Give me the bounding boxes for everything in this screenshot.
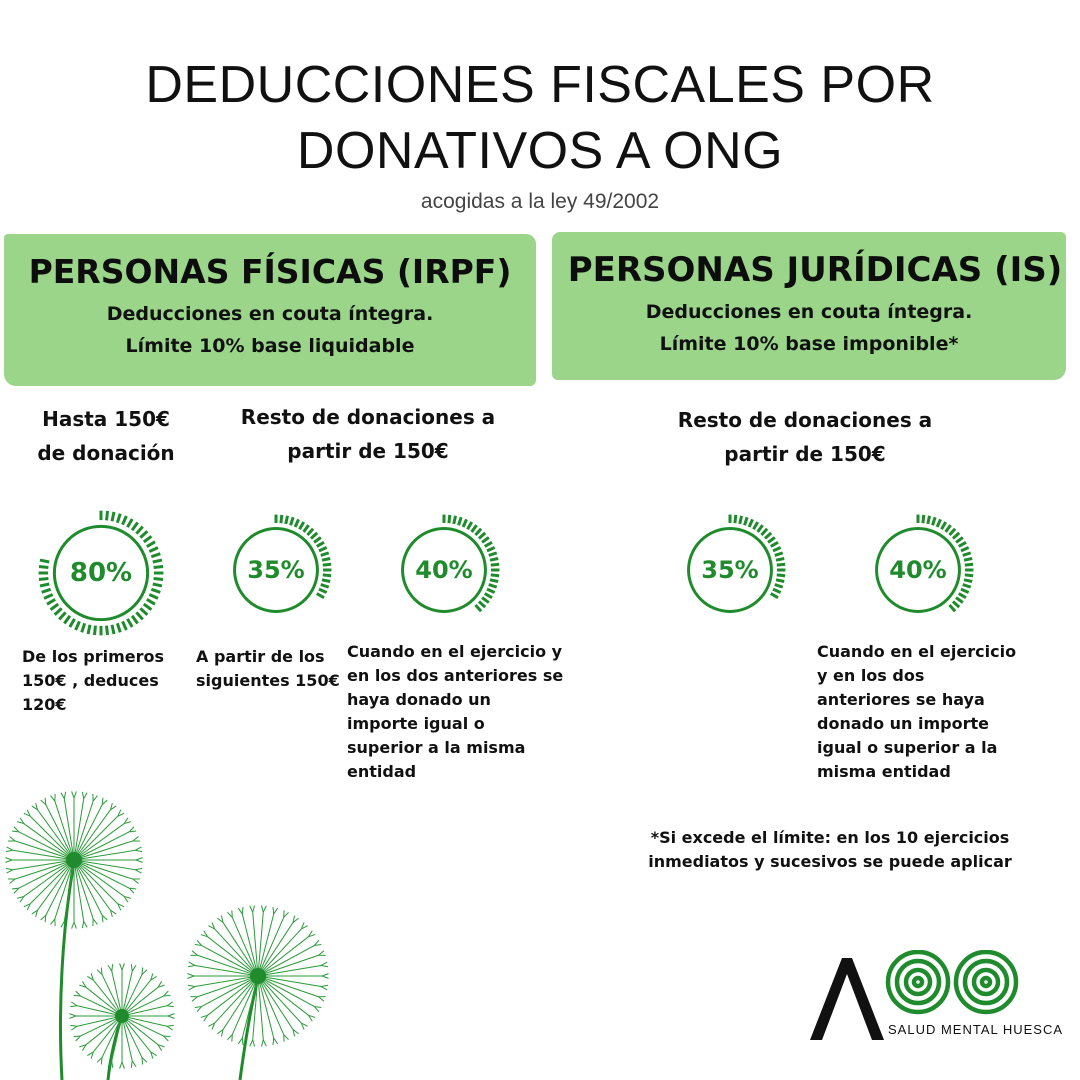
column-heading-line: de donación [37, 441, 175, 465]
dandelion-seed-fluff [72, 922, 74, 929]
note-next-150 [196, 645, 346, 693]
dandelion-seed-fluff [74, 922, 76, 929]
note-line: Cuando en el ejercicio [817, 642, 1017, 661]
gauge-label: 40% [889, 556, 947, 584]
dandelion-seed-fluff [69, 1014, 76, 1016]
dandelion-seed-fluff [263, 1040, 266, 1046]
dandelion-seed-fluff [250, 1040, 253, 1046]
dandelion-seed [74, 824, 124, 860]
dandelion-seed-fluff [142, 1057, 143, 1064]
gauge-label: 80% [69, 558, 133, 588]
note-line: igual o superior a la [817, 738, 998, 757]
dandelion-seed-fluff [167, 1006, 174, 1007]
page-subtitle: acogidas a la ley 49/2002 [420, 190, 660, 213]
banner-title: PERSONAS FÍSICAS (IRPF) [28, 252, 512, 291]
logo-text: SALUD MENTAL HUESCA [888, 1022, 1064, 1037]
dandelion-seed [74, 860, 118, 904]
dandelion-seed [30, 816, 74, 860]
dandelion-seed-fluff [273, 907, 274, 914]
note-line: en los dos anteriores se [347, 666, 564, 685]
note-recurrent-donation [347, 640, 577, 784]
dandelion-seed-fluff [322, 976, 329, 978]
dandelion-seed [258, 976, 309, 1015]
note-line: A partir de los [196, 647, 325, 666]
dandelion-seed-fluff [122, 1062, 124, 1069]
dandelion-seed-fluff [135, 850, 142, 851]
dandelion-seed-fluff [84, 793, 87, 799]
dandelion-seed-fluff [136, 860, 143, 862]
dandelion-seed-fluff [108, 965, 112, 971]
banner-personas-juridicas [552, 232, 1066, 380]
dandelion-seed-fluff [273, 1038, 274, 1045]
dandelion-seed-fluff [253, 905, 255, 912]
column-heading [18, 402, 194, 470]
dandelion-seed-fluff [321, 987, 327, 990]
dandelion-seed-fluff [274, 908, 278, 914]
note-line: siguientes 150€ [196, 671, 340, 690]
dandelion-seed-fluff [253, 1040, 255, 1047]
gauge-35 [674, 514, 786, 626]
dandelion-seed-fluff [132, 1061, 136, 1067]
dandelion-seed-fluff [72, 791, 74, 798]
dandelion-seed-fluff [242, 907, 243, 914]
dandelion-seed-fluff [192, 997, 197, 1001]
dandelion-seed-fluff [61, 793, 64, 799]
dandelion-seed-fluff [5, 860, 12, 862]
dandelion-seed-fluff [70, 1025, 77, 1026]
gauge-35 [220, 514, 332, 626]
dandelion-seed [258, 922, 293, 976]
dandelion-seed-fluff [319, 997, 324, 1001]
dandelion-seed-fluff [120, 1062, 122, 1069]
banner-line: Límite 10% base imponible* [659, 333, 959, 355]
note-line: importe igual o [347, 714, 485, 733]
dandelion-seed-fluff [133, 837, 139, 841]
dandelion-seed-fluff [74, 791, 76, 798]
dandelion-seed-fluff [168, 1014, 175, 1016]
dandelion-seed [74, 816, 118, 860]
banner-title: PERSONAS JURÍDICAS (IS) [567, 250, 1063, 290]
note-line: Cuando en el ejercicio y [347, 642, 563, 661]
dandelion-seed-fluff [51, 796, 55, 802]
dandelion-seed-fluff [64, 792, 65, 799]
dandelion-seed-fluff [135, 868, 142, 869]
dandelion-seed-fluff [82, 792, 83, 799]
dandelion-seed-fluff [7, 847, 13, 850]
dandelion-seed-fluff [238, 1038, 242, 1044]
dandelion-seed-fluff [10, 837, 16, 841]
dandelion-seed [38, 810, 74, 860]
dandelion-seed-fluff [122, 963, 124, 970]
dandelion-seed-fluff [321, 965, 328, 966]
dandelion-seed [258, 976, 293, 1030]
dandelion-seed-fluff [131, 964, 132, 971]
dandelion-seed-fluff [322, 974, 329, 976]
dandelion-seed-fluff [84, 921, 87, 927]
dandelion-seed-fluff [6, 850, 13, 851]
note-line: haya donado un [347, 690, 491, 709]
note-recurrent-donation [817, 640, 1047, 784]
column-heading-line: Resto de donaciones a [677, 408, 933, 432]
dandelion-seed-fluff [167, 1025, 174, 1026]
banner-line: Deducciones en couta íntegra. [645, 301, 973, 323]
dandelion-seed [223, 922, 258, 976]
dandelion-seed-fluff [238, 908, 242, 914]
dandelion-seed-fluff [112, 1061, 113, 1068]
dandelion-seed-fluff [167, 1002, 173, 1006]
dandelion-seed-fluff [135, 847, 141, 850]
dandelion-seed-fluff [101, 968, 102, 975]
dandelion-seed-fluff [187, 974, 194, 976]
dandelion-seed-fluff [163, 995, 170, 996]
dandelion-seed [74, 860, 124, 896]
gauge-label: 35% [701, 556, 759, 584]
gauge-label: 40% [415, 556, 473, 584]
dandelion-seed-fluff [167, 1026, 173, 1030]
column-heading-line: partir de 150€ [287, 439, 449, 463]
dandelion-seed-fluff [188, 985, 195, 986]
dandelion-seed-fluff [51, 919, 55, 925]
dandelion-seed-fluff [5, 858, 12, 860]
column-heading [222, 400, 514, 468]
dandelion-seed-fluff [188, 965, 195, 966]
dandelion-seed-fluff [7, 870, 13, 873]
dandelion-seed-fluff [261, 1040, 263, 1047]
footnote [620, 826, 1040, 874]
dandelion-seed-fluff [82, 921, 83, 928]
dandelion-seed-fluff [319, 951, 324, 955]
dandelion-seed-fluff [321, 985, 328, 986]
note-line: De los primeros [22, 647, 165, 666]
column-heading-line: partir de 150€ [724, 442, 886, 466]
dandelion-seed-fluff [120, 963, 122, 970]
dandelion-seed-fluff [71, 1002, 77, 1006]
dandelion-seed [207, 937, 258, 976]
dandelion-seed-fluff [6, 868, 13, 869]
column-heading [656, 403, 954, 471]
dandelion-seed [24, 860, 74, 896]
note-line: 120€ [22, 695, 67, 714]
note-line: 150€ , deduces [22, 671, 159, 690]
note-line: anteriores se haya [817, 690, 985, 709]
note-line: y en los dos [817, 666, 925, 685]
dandelion-seed-fluff [192, 951, 197, 955]
dandelion-seed-fluff [136, 858, 143, 860]
footnote-line: *Si excede el límite: en los 10 ejercicios [650, 828, 1010, 847]
dandelion-seed-fluff [189, 962, 195, 965]
column-heading-line: Resto de donaciones a [240, 405, 496, 429]
dandelion-seed-fluff [69, 1016, 76, 1018]
gauge-40 [862, 514, 974, 626]
dandelion-seed [258, 937, 309, 976]
note-line: superior a la misma [347, 738, 526, 757]
dandelion-seed-fluff [131, 1061, 132, 1068]
gauge-80 [38, 510, 164, 636]
dandelion-seed-fluff [261, 905, 263, 912]
dandelion-seed-fluff [250, 906, 253, 912]
note-line: misma entidad [817, 762, 951, 781]
gauge-40 [388, 514, 500, 626]
dandelion-seed-fluff [189, 987, 195, 990]
dandelion-seed-fluff [132, 965, 136, 971]
dandelion-seed-fluff [133, 879, 139, 883]
dandelion-seed [74, 860, 110, 910]
dandelion-seed-fluff [187, 976, 194, 978]
dandelion-seed-fluff [321, 962, 327, 965]
dandelion-icon [0, 790, 380, 1080]
banner-line: Deducciones en couta íntegra. [106, 303, 434, 325]
banner-personas-fisicas [4, 234, 536, 386]
dandelion-seed-fluff [93, 919, 97, 925]
page-title: DEDUCCIONES FISCALES POR DONATIVOS A ONG [145, 56, 935, 180]
dandelion-seed-fluff [93, 796, 97, 802]
dandelion-seed [74, 810, 110, 860]
dandelion-seed-fluff [10, 879, 16, 883]
gauge-label: 35% [247, 556, 305, 584]
dandelion-seed-fluff [112, 964, 113, 971]
banner-line: Límite 10% base liquidable [125, 335, 415, 357]
dandelion-seed-fluff [242, 1038, 243, 1045]
note-line: entidad [347, 762, 417, 781]
dandelion-seed [24, 824, 74, 860]
dandelion-seed-fluff [274, 1038, 278, 1044]
dandelion-seed-fluff [71, 1026, 77, 1030]
dandelion-seed-fluff [135, 870, 141, 873]
dandelion-seed-fluff [70, 1006, 77, 1007]
dandelion-seed-fluff [263, 906, 266, 912]
footnote-line: inmediatos y sucesivos se puede aplicar [648, 852, 1012, 871]
dandelion-seed-fluff [74, 1036, 81, 1037]
note-line: donado un importe [817, 714, 989, 733]
column-heading-line: Hasta 150€ [42, 407, 170, 431]
note-first-150 [22, 645, 192, 717]
dandelion-seed-fluff [168, 1016, 175, 1018]
